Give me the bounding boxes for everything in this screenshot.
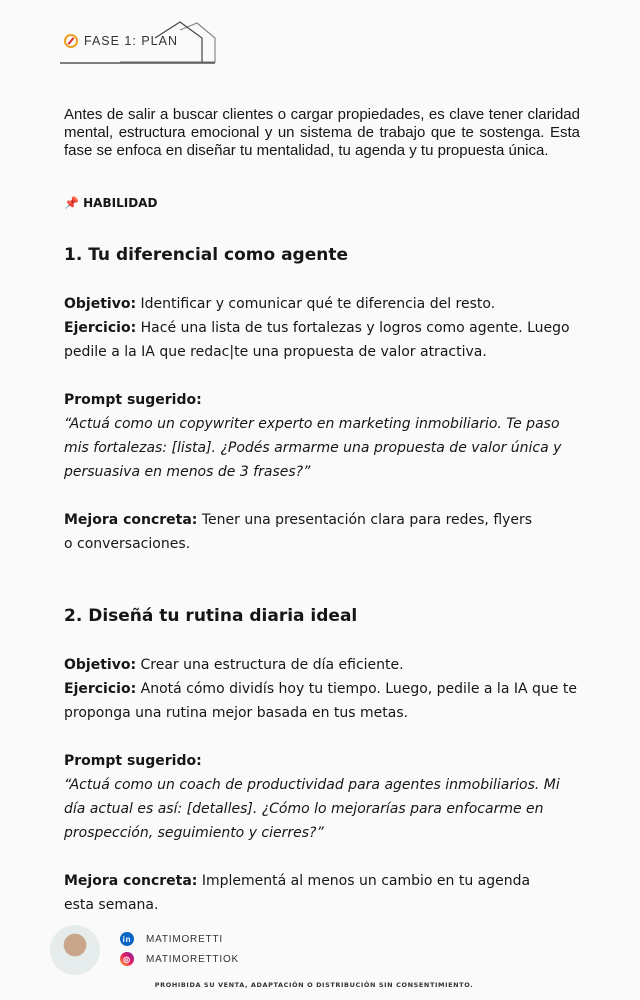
section-title: 2. Diseñá tu rutina diaria ideal (64, 606, 358, 626)
skill-tag (64, 196, 580, 210)
exercise-text: Anotá cómo dividís hoy tu tiempo. Luego, pedile a la IA que te proponga una rutina mejor basada en tus metas. (64, 681, 577, 721)
pin-icon: 📌 (64, 196, 79, 210)
phase-header (64, 34, 178, 48)
phase-title: FASE 1: PLAN (84, 34, 178, 48)
objective-exercise (64, 292, 580, 364)
prompt-text: “Actuá como un coach de productividad para agentes inmobiliarios. Mi día actual es así: [detalles]. ¿Cómo lo mejorarías para enfocarme en prospección, seguimiento y cierres?” (64, 777, 560, 841)
instagram-icon: ◎ (120, 952, 134, 966)
author-avatar (50, 925, 100, 975)
intro-paragraph: Antes de salir a buscar clientes o cargar propiedades, es clave tener claridad mental, estructura emocional y un sistema de trabajo que te sostenga. Esta fase se enfoca en diseñar tu mentalidad, tu agenda y tu propuesta única. (64, 106, 580, 159)
prompt-block (64, 749, 580, 845)
prompt-label: Prompt sugerido: (64, 753, 202, 769)
linkedin-icon: in (120, 932, 134, 946)
exercise-text: Hacé una lista de tus fortalezas y logros como agente. Luego pedile a la IA que redac|te una propuesta de valor atractiva. (64, 320, 570, 360)
instagram-handle: MATIMORETTIOK (146, 953, 239, 965)
objective-label: Objetivo: (64, 657, 137, 673)
instagram-link[interactable] (120, 952, 239, 966)
linkedin-handle: MATIMORETTI (146, 933, 223, 945)
improvement-label: Mejora concreta: (64, 512, 198, 528)
improvement-block (64, 869, 554, 917)
improvement-label: Mejora concreta: (64, 873, 198, 889)
skill-tag-label: HABILIDAD (83, 196, 158, 210)
improvement-text: Implementá al menos un cambio en tu agenda esta semana. (64, 873, 531, 913)
improvement-text: Tener una presentación clara para redes, flyers o conversaciones. (64, 512, 533, 552)
prompt-label: Prompt sugerido: (64, 392, 202, 408)
compass-icon (64, 34, 78, 48)
legal-notice: PROHIBIDA SU VENTA, ADAPTACIÓN O DISTRIBUCIÓN SIN CONSENTIMIENTO. (154, 981, 474, 989)
objective-text: Identificar y comunicar qué te diferencia del resto. (136, 296, 496, 312)
exercise-label: Ejercicio: (64, 320, 137, 336)
objective-label: Objetivo: (64, 296, 137, 312)
improvement-block (64, 508, 544, 556)
linkedin-link[interactable] (120, 932, 223, 946)
exercise-label: Ejercicio: (64, 681, 137, 697)
prompt-text: “Actuá como un copywriter experto en marketing inmobiliario. Te paso mis fortalezas: [lista]. ¿Podés armarme una propuesta de valor única y persuasiva en menos de 3 frases?” (64, 416, 562, 480)
section-title: 1. Tu diferencial como agente (64, 245, 349, 265)
objective-text: Crear una estructura de día eficiente. (136, 657, 404, 673)
prompt-block (64, 388, 580, 484)
objective-exercise (64, 653, 580, 725)
